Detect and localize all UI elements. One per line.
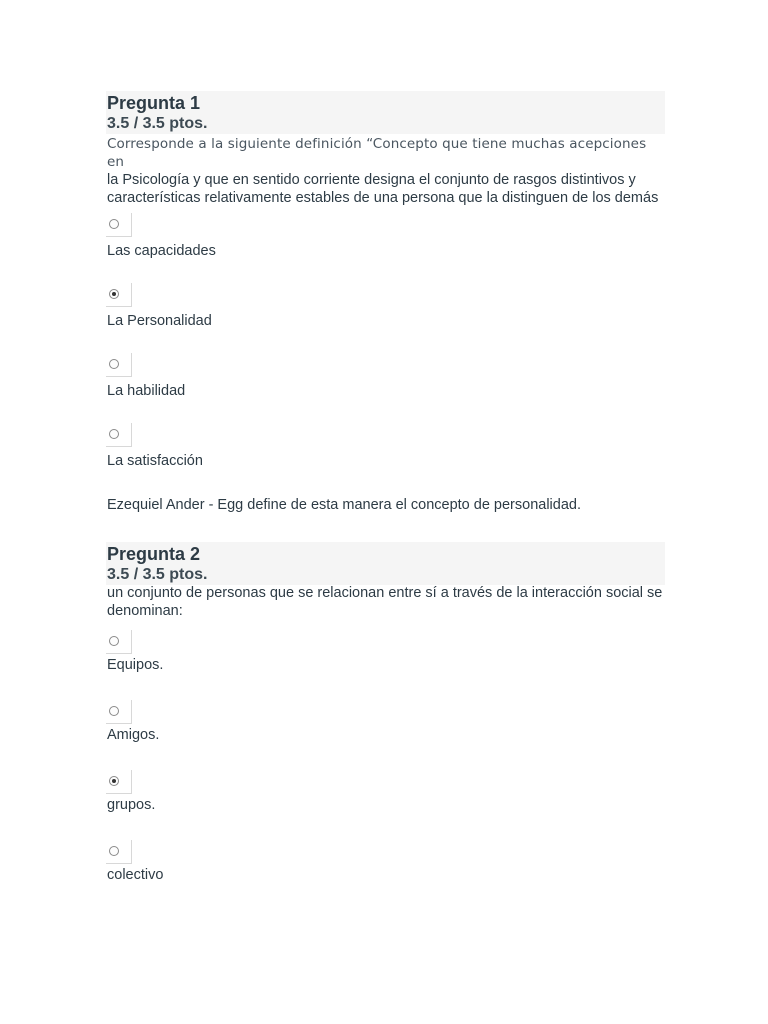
radio-button[interactable] (106, 213, 132, 237)
question-title: Pregunta 2 (107, 544, 201, 564)
radio-button[interactable] (106, 630, 132, 654)
question-text-rest: la Psicología y que en sentido corriente designa el conjunto de rasgos distintivos y características relativamente estables de una persona que la distinguen de los demás (107, 172, 659, 206)
answer-option[interactable] (106, 770, 664, 840)
question-header (106, 91, 665, 134)
question-text: un conjunto de personas que se relacionan entre sí a través de la interacción social se denominan: (107, 585, 663, 619)
answer-option[interactable] (106, 353, 664, 423)
radio-checked-icon (109, 289, 119, 299)
question-1 (106, 91, 664, 513)
radio-unchecked-icon (109, 359, 119, 369)
answer-label: La satisfacción (107, 453, 203, 469)
answer-label: Equipos. (107, 657, 164, 673)
radio-button[interactable] (106, 770, 132, 794)
question-title: Pregunta 1 (107, 93, 201, 113)
question-points: 3.5 / 3.5 ptos. (107, 566, 208, 583)
answer-option[interactable] (106, 423, 664, 493)
radio-unchecked-icon (109, 429, 119, 439)
answer-option[interactable] (106, 700, 664, 770)
radio-unchecked-icon (109, 846, 119, 856)
radio-button[interactable] (106, 700, 132, 724)
answer-feedback: Ezequiel Ander - Egg define de esta manera el concepto de personalidad. (107, 497, 581, 513)
radio-button[interactable] (106, 840, 132, 864)
question-header (106, 542, 665, 585)
answer-label: La habilidad (107, 383, 186, 399)
answer-label: grupos. (107, 797, 156, 813)
answer-label: Amigos. (107, 727, 160, 743)
radio-button[interactable] (106, 353, 132, 377)
radio-unchecked-icon (109, 219, 119, 229)
question-2 (106, 542, 664, 883)
radio-unchecked-icon (109, 706, 119, 716)
radio-checked-icon (109, 776, 119, 786)
answer-option[interactable] (106, 630, 664, 700)
answer-label: La Personalidad (107, 313, 212, 329)
answer-option[interactable] (106, 840, 664, 910)
answer-option[interactable] (106, 283, 664, 353)
answer-label: colectivo (107, 867, 164, 883)
answer-option[interactable] (106, 213, 664, 283)
answer-label: Las capacidades (107, 243, 216, 259)
question-text-lead: Corresponde a la siguiente definición “Concepto que tiene muchas acepciones en (107, 136, 647, 170)
question-points: 3.5 / 3.5 ptos. (107, 115, 208, 132)
radio-button[interactable] (106, 423, 132, 447)
radio-button[interactable] (106, 283, 132, 307)
question-text (106, 135, 664, 207)
radio-unchecked-icon (109, 636, 119, 646)
